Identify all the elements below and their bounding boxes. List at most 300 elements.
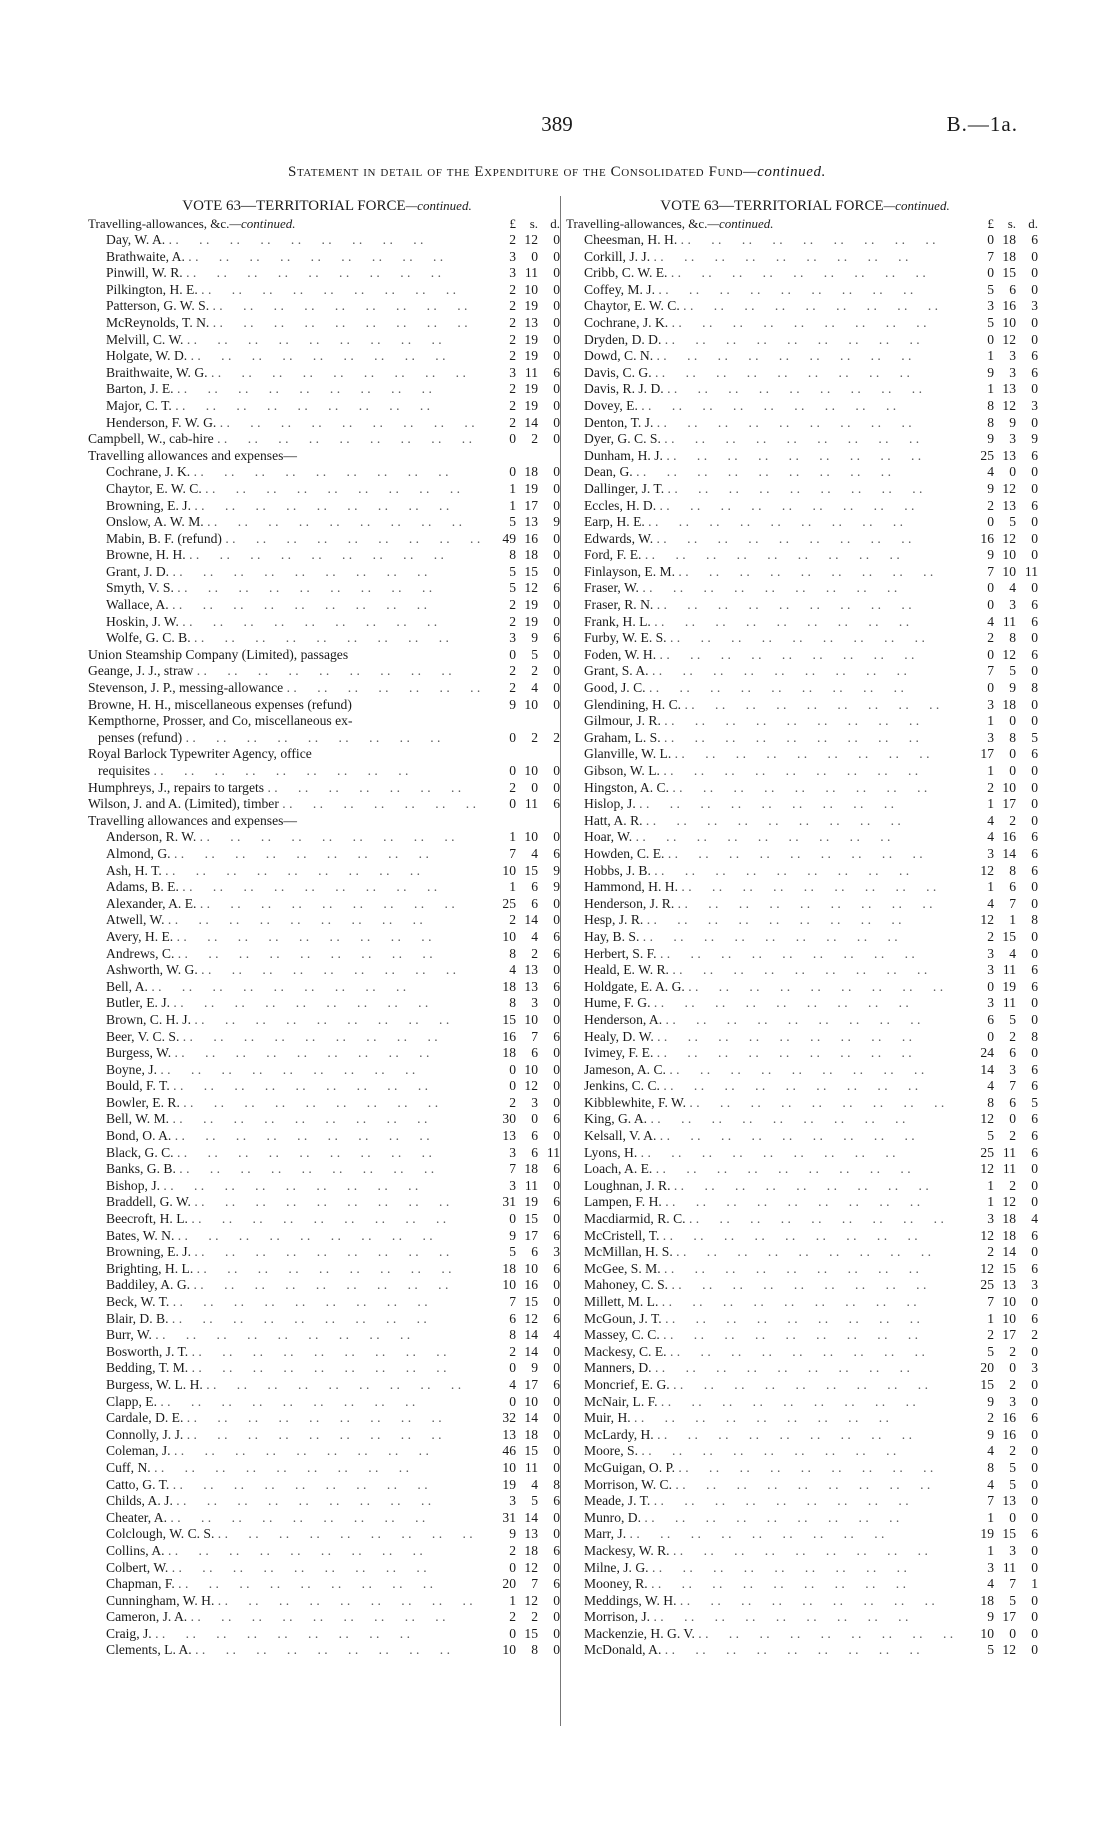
amount-shillings: 17 [524, 1227, 538, 1243]
payee-name: Dovey, E. . . [566, 398, 960, 415]
payee-name: Mackesy, C. E. . . [566, 1344, 960, 1361]
amount-shillings: 10 [524, 281, 538, 297]
amount-pounds: 0 [987, 597, 994, 613]
ledger-row [88, 431, 566, 448]
amount [482, 332, 566, 349]
amount [482, 1377, 566, 1394]
ledger-row [88, 663, 566, 680]
amount-pounds: 7 [987, 1294, 994, 1309]
payee-name: Grant, J. D. . . [88, 564, 482, 581]
amount [482, 282, 566, 299]
amount [960, 1543, 1044, 1560]
amount [960, 315, 1044, 332]
amount-pence: 0 [1031, 314, 1038, 330]
amount-shillings: 0 [1009, 1625, 1016, 1641]
amount [960, 647, 1044, 664]
amount-shillings: 13 [524, 1526, 538, 1542]
amount-pence: 6 [1031, 1061, 1038, 1077]
amount-pounds: 3 [509, 265, 516, 281]
ledger-row [88, 763, 566, 780]
amount-pounds: 14 [980, 1061, 994, 1077]
ledger-row [88, 1543, 566, 1560]
payee-name: Jenkins, C. C. . . [566, 1078, 960, 1095]
ledger-row [566, 1410, 1044, 1427]
amount-pence: 11 [1024, 563, 1038, 579]
amount-shillings: 2 [1009, 1343, 1016, 1359]
amount-pence: 0 [1031, 547, 1038, 563]
amount [960, 1493, 1044, 1510]
amount-pence: 0 [1031, 879, 1038, 895]
amount-pence: 2 [553, 729, 560, 745]
amount-shillings: 5 [1009, 1459, 1016, 1475]
payee-name: Henderson, F. W. G. . . [88, 415, 482, 432]
amount-pence: 0 [553, 646, 560, 662]
ledger-row [566, 232, 1044, 249]
payee-name: Cuff, N. . . [88, 1460, 482, 1477]
amount-shillings: 11 [1002, 1559, 1016, 1575]
amount-shillings: 11 [524, 1459, 538, 1475]
ledger-row [88, 1228, 566, 1245]
payee-name: Marr, J. . . [566, 1526, 960, 1543]
amount-pence: 0 [553, 1393, 560, 1409]
amount-pence: 0 [1031, 1459, 1038, 1475]
ledger-row [88, 912, 566, 929]
payee-name: Chapman, F. . . [88, 1576, 482, 1593]
currency-header [960, 216, 1044, 232]
amount-pence: 0 [553, 1360, 560, 1376]
payee-name: Browning, E. J. . . [88, 498, 482, 515]
amount-pounds: 4 [987, 464, 994, 480]
payee-name: Browne, H. H., miscellaneous expenses (refund) [88, 696, 352, 712]
payee-name: Lyons, H. . . [566, 1145, 960, 1162]
amount-pounds: 13 [502, 1128, 516, 1144]
ledger-row [566, 1477, 1044, 1494]
ledger-row [566, 1344, 1044, 1361]
amount-pence: 6 [1031, 829, 1038, 845]
amount-shillings: 15 [524, 862, 538, 878]
payee-name: Burr, W. . . [88, 1327, 482, 1344]
amount-pounds: 8 [509, 995, 516, 1011]
amount-pounds: 1 [987, 381, 994, 397]
payee-name: Corkill, J. J. . . [566, 249, 960, 266]
amount [960, 1443, 1044, 1460]
ledger-row [88, 514, 566, 531]
ledger-row [88, 265, 566, 282]
amount [482, 1128, 566, 1145]
shillings-header: s. [529, 216, 538, 231]
payee-name: Earp, H. E. . . [566, 514, 960, 531]
ledger-row [88, 1360, 566, 1377]
ledger-row [88, 929, 566, 946]
amount [482, 1526, 566, 1543]
amount [482, 1194, 566, 1211]
payee-name: Denton, T. J. . . [566, 415, 960, 432]
amount-pounds: 30 [502, 1111, 516, 1127]
amount [482, 1510, 566, 1527]
amount-pounds: 3 [987, 696, 994, 712]
amount-pence: 0 [1031, 779, 1038, 795]
amount-pence: 6 [553, 1576, 560, 1592]
amount-pounds: 13 [502, 1426, 516, 1442]
payee-name: Macdiarmid, R. C. . . [566, 1211, 960, 1228]
amount-shillings: 6 [531, 1045, 538, 1061]
ledger-row [88, 398, 566, 415]
ledger-row [566, 481, 1044, 498]
payee-name: Atwell, W. . . [88, 912, 482, 929]
ledger-row [88, 1062, 566, 1079]
payee-name: Finlayson, E. M. . . [566, 564, 960, 581]
amount [482, 1228, 566, 1245]
amount [960, 1460, 1044, 1477]
amount-pence: 6 [1031, 1111, 1038, 1127]
payee-name: Colbert, W. . . [88, 1560, 482, 1577]
amount [960, 564, 1044, 581]
payee-name: Almond, G. . . [88, 846, 482, 863]
payee-name: Baddiley, A. G. . . [88, 1277, 482, 1294]
amount [482, 813, 566, 830]
amount-pounds: 5 [987, 314, 994, 330]
payee-name: Grant, S. A. . . [566, 663, 960, 680]
amount [960, 1609, 1044, 1626]
amount-shillings [516, 713, 538, 730]
amount [960, 912, 1044, 929]
amount-pence: 0 [1031, 812, 1038, 828]
amount-pence: 0 [553, 1045, 560, 1061]
amount [960, 730, 1044, 747]
ledger-row [566, 1178, 1044, 1195]
amount-shillings: 0 [1009, 1111, 1016, 1127]
payee-name: King, G. A. . . [566, 1111, 960, 1128]
amount [960, 249, 1044, 266]
amount-shillings: 14 [1002, 845, 1016, 861]
amount-shillings: 19 [524, 480, 538, 496]
amount-pounds: 0 [987, 646, 994, 662]
section-heading [566, 216, 960, 232]
payee-name: Union Steamship Company (Limited), passages [88, 646, 349, 662]
amount [482, 863, 566, 880]
payee-name: Glendining, H. C. . . [566, 697, 960, 714]
payee-name: Hobbs, J. B. . . [566, 863, 960, 880]
payee-name: Childs, A. J. . . [88, 1493, 482, 1510]
amount [482, 663, 566, 680]
amount-pence: 0 [1031, 331, 1038, 347]
amount-shillings: 6 [531, 879, 538, 895]
amount-shillings: 7 [1009, 895, 1016, 911]
ledger-row [566, 1510, 1044, 1527]
amount-pounds: 7 [987, 248, 994, 264]
ledger-row [566, 564, 1044, 581]
amount-shillings: 12 [524, 232, 538, 247]
amount-pounds: 0 [987, 232, 994, 247]
amount-shillings: 2 [531, 729, 538, 745]
amount-pence: 0 [553, 381, 560, 397]
payee-name: Melvill, C. W. . . [88, 332, 482, 349]
amount-pounds: 9 [509, 1227, 516, 1243]
payee-name: Brighting, H. L. . . [88, 1261, 482, 1278]
amount-pence: 0 [1031, 1609, 1038, 1625]
payee-name: Millett, M. L. . . [566, 1294, 960, 1311]
amount-shillings: 12 [524, 1078, 538, 1094]
payee-name: Lampen, F. H. . . [566, 1194, 960, 1211]
amount-pounds: 15 [502, 1011, 516, 1027]
amount [482, 448, 566, 465]
ledger-row [566, 647, 1044, 664]
amount [482, 431, 566, 448]
payee-name: Beck, W. T. . . [88, 1294, 482, 1311]
payee-name: Avery, H. E. . . [88, 929, 482, 946]
amount-pence: 6 [1031, 1078, 1038, 1094]
amount-shillings: 14 [1002, 1244, 1016, 1260]
ledger-row [88, 896, 566, 913]
amount-pounds: 0 [509, 763, 516, 778]
payee-name: Ashworth, W. G. . . [88, 962, 482, 979]
amount-pence: 0 [1031, 265, 1038, 281]
amount-shillings: 6 [1009, 879, 1016, 895]
payee-name: Bates, W. N. . . [88, 1228, 482, 1245]
amount-shillings: 3 [1009, 1542, 1016, 1558]
amount-pence: 9 [553, 514, 560, 530]
ledger-row [88, 1460, 566, 1477]
payee-name: Meade, J. T. . . [566, 1493, 960, 1510]
ledger-row [566, 896, 1044, 913]
section-heading-row [88, 216, 566, 232]
amount-pounds: 16 [502, 1028, 516, 1044]
amount-shillings: 10 [1002, 1294, 1016, 1309]
amount-pounds: 3 [509, 1177, 516, 1193]
amount-shillings: 15 [524, 1294, 538, 1309]
ledger-row [88, 813, 566, 830]
amount [482, 730, 566, 747]
amount-shillings: 13 [1002, 447, 1016, 463]
ledger-row [88, 1311, 566, 1328]
payee-name: Cochrane, J. K. . . [566, 315, 960, 332]
amount-pounds: 0 [987, 680, 994, 696]
amount-shillings: 18 [1002, 232, 1016, 247]
ledger-row [88, 348, 566, 365]
amount [482, 514, 566, 531]
amount [960, 1344, 1044, 1361]
ledger-row [566, 1111, 1044, 1128]
payee-name: Brown, C. H. J. . . [88, 1012, 482, 1029]
amount-pounds: 46 [502, 1443, 516, 1459]
ledger-row [88, 1095, 566, 1112]
amount [960, 1377, 1044, 1394]
amount-pence: 0 [553, 1443, 560, 1459]
amount-pence: 8 [1031, 1028, 1038, 1044]
amount-shillings: 4 [531, 680, 538, 696]
ledger-row [566, 663, 1044, 680]
amount-pounds: 9 [987, 1609, 994, 1625]
ledger-row [88, 365, 566, 382]
amount-pence: 0 [553, 1294, 560, 1309]
ledger-row [566, 1593, 1044, 1610]
amount-shillings: 15 [524, 1443, 538, 1459]
payee-name: Healy, D. W. . . [566, 1029, 960, 1046]
amount-pounds: 9 [987, 364, 994, 380]
amount-pence: 6 [1031, 1144, 1038, 1160]
amount-pounds: 3 [987, 1559, 994, 1575]
amount-pounds: 2 [509, 348, 516, 364]
amount [960, 1311, 1044, 1328]
amount [482, 1111, 566, 1128]
amount-pounds: 5 [509, 1244, 516, 1260]
ledger-row [88, 1576, 566, 1593]
amount-pence: 0 [553, 1426, 560, 1442]
amount [960, 1194, 1044, 1211]
amount-pounds: 7 [509, 845, 516, 861]
amount [482, 1642, 566, 1659]
amount-pence: 0 [553, 1410, 560, 1426]
amount-pence: 9 [1031, 431, 1038, 447]
amount-pounds: 1 [987, 796, 994, 812]
amount [960, 1294, 1044, 1311]
ledger-row [566, 249, 1044, 266]
amount [960, 1327, 1044, 1344]
amount [482, 1294, 566, 1311]
amount-shillings: 19 [524, 613, 538, 629]
payee-name: Stevenson, J. P., messing-allowance . . [88, 680, 482, 697]
ledger-row [566, 1526, 1044, 1543]
amount-pounds: 4 [987, 1576, 994, 1592]
ledger-row [566, 1311, 1044, 1328]
ledger-row [88, 464, 566, 481]
ledger-row [88, 1178, 566, 1195]
amount-pence: 3 [1031, 1360, 1038, 1376]
amount-shillings: 11 [524, 796, 538, 812]
amount-pence: 6 [553, 580, 560, 596]
amount-shillings: 9 [1009, 680, 1016, 696]
amount-pounds: 31 [502, 1194, 516, 1210]
amount-pounds: 0 [509, 1559, 516, 1575]
amount-pence: 5 [1031, 729, 1038, 745]
amount-pounds: 9 [509, 1526, 516, 1542]
amount [482, 713, 566, 730]
payee-name: Dryden, D. D. . . [566, 332, 960, 349]
amount [960, 614, 1044, 631]
payee-name: Dallinger, J. T. . . [566, 481, 960, 498]
amount [960, 1211, 1044, 1228]
amount-pounds: 1 [987, 879, 994, 895]
amount-shillings: 12 [1002, 331, 1016, 347]
amount-pence: 5 [1031, 1094, 1038, 1110]
amount-shillings: 10 [524, 1393, 538, 1409]
vote-title-text: VOTE 63—TERRITORIAL FORCE [660, 198, 884, 214]
ledger-row [88, 995, 566, 1012]
amount [960, 381, 1044, 398]
ledger-row [566, 829, 1044, 846]
ledger-row [88, 979, 566, 996]
amount-pence: 0 [1031, 928, 1038, 944]
payee-name: Kibblewhite, F. W. . . [566, 1095, 960, 1112]
amount [960, 879, 1044, 896]
amount-shillings: 5 [531, 1493, 538, 1509]
amount-pounds: 10 [502, 928, 516, 944]
amount-pounds: 3 [987, 298, 994, 314]
amount [960, 1261, 1044, 1278]
amount-pence: 0 [1031, 281, 1038, 297]
ledger-row [566, 415, 1044, 432]
amount-pence: 6 [1031, 746, 1038, 762]
amount-pence: 6 [553, 1028, 560, 1044]
payee-name: Clements, L. A. . . [88, 1642, 482, 1659]
amount [482, 1609, 566, 1626]
amount-pounds: 1 [987, 1310, 994, 1326]
ledger-row [566, 597, 1044, 614]
amount [482, 796, 566, 813]
amount [482, 1161, 566, 1178]
amount-shillings: 18 [524, 464, 538, 480]
amount-shillings: 5 [1009, 1592, 1016, 1608]
amount-pence: 6 [1031, 1260, 1038, 1276]
shillings-header: s. [1007, 216, 1016, 231]
payee-name: Wilson, J. and A. (Limited), timber . . [88, 796, 482, 813]
amount [960, 630, 1044, 647]
amount-pence: 6 [1031, 862, 1038, 878]
amount-shillings: 0 [531, 1111, 538, 1127]
amount-pence: 6 [1031, 1410, 1038, 1426]
payee-name: Kempthorne, Prosser, and Co, miscellaneous ex- [88, 713, 353, 729]
amount-pence: 0 [553, 1078, 560, 1094]
ledger-row [566, 746, 1044, 763]
amount-pence: 0 [553, 530, 560, 546]
amount-pounds: 2 [509, 1094, 516, 1110]
amount [482, 1327, 566, 1344]
amount-shillings: 12 [1002, 530, 1016, 546]
ledger-row [88, 1510, 566, 1527]
amount [482, 995, 566, 1012]
amount-pounds: 20 [980, 1360, 994, 1376]
amount-shillings: 11 [1002, 1161, 1016, 1177]
amount [482, 1344, 566, 1361]
payee-name: Braithwaite, W. G. . . [88, 365, 482, 382]
ledger-row [566, 464, 1044, 481]
payee-name: Heald, E. W. R. . . [566, 962, 960, 979]
amount [482, 1095, 566, 1112]
amount-pence: 0 [1031, 530, 1038, 546]
amount-pence [538, 813, 560, 830]
ledger-row [566, 962, 1044, 979]
amount-shillings: 12 [1002, 397, 1016, 413]
amount [960, 962, 1044, 979]
payee-name: Patterson, G. W. S. . . [88, 298, 482, 315]
payee-name: Geange, J. J., straw . . [88, 663, 482, 680]
amount-pence: 0 [553, 1459, 560, 1475]
amount-pounds: 18 [502, 1260, 516, 1276]
amount-pounds: 2 [987, 1410, 994, 1426]
payee-name: Craig, J. . . [88, 1626, 482, 1643]
amount-pence: 6 [553, 978, 560, 994]
payee-name: Bowler, E. R. . . [88, 1095, 482, 1112]
amount-pence: 3 [1031, 298, 1038, 314]
amount-shillings: 13 [524, 314, 538, 330]
payee-name: Black, G. C. . . [88, 1145, 482, 1162]
amount [960, 580, 1044, 597]
ledger-row [88, 381, 566, 398]
amount-pounds: 9 [987, 1393, 994, 1409]
amount-pence: 0 [553, 331, 560, 347]
amount [482, 929, 566, 946]
left-column [88, 196, 566, 1659]
amount [482, 1593, 566, 1610]
payee-name: Hume, F. G. . . [566, 995, 960, 1012]
amount-shillings: 15 [1002, 1526, 1016, 1542]
amount-shillings: 15 [1002, 928, 1016, 944]
ledger-row [566, 398, 1044, 415]
amount-pounds: 4 [987, 613, 994, 629]
amount-shillings: 19 [524, 397, 538, 413]
amount [960, 282, 1044, 299]
amount [960, 929, 1044, 946]
